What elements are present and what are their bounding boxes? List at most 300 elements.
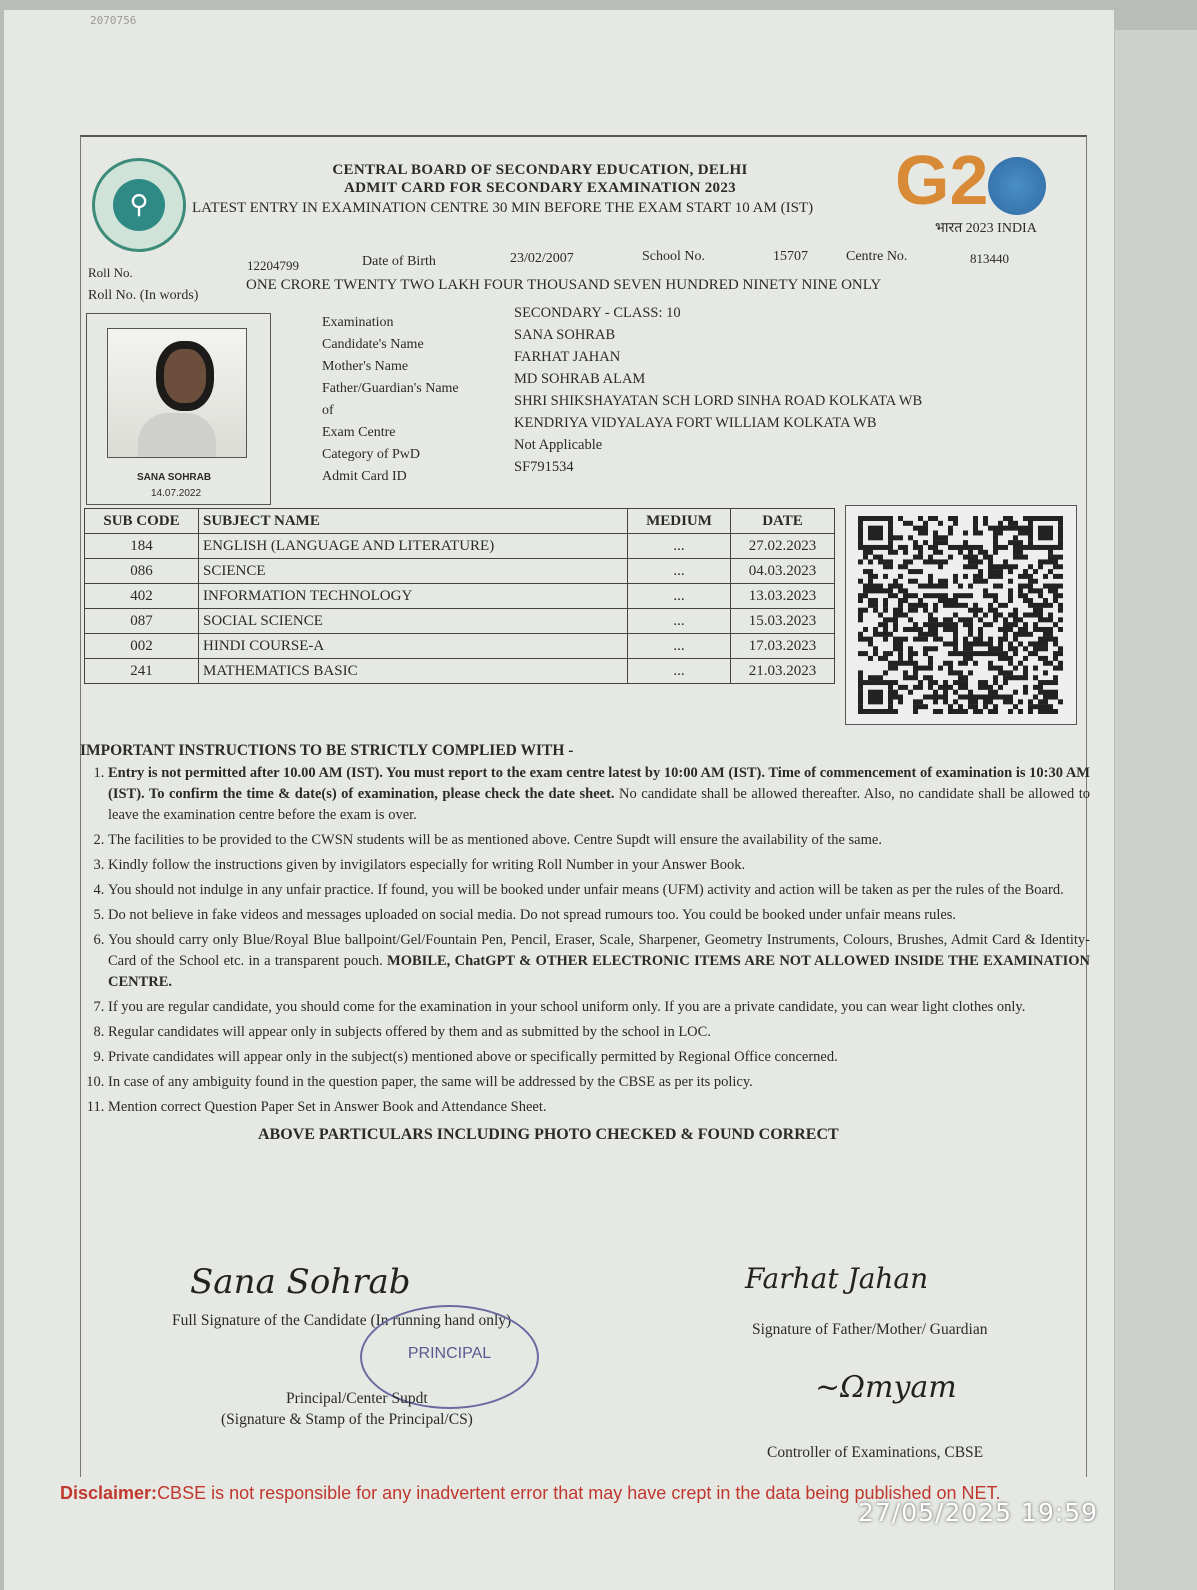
qr-module: [993, 574, 998, 579]
qr-module: [943, 593, 948, 598]
detail-label: Examination: [322, 315, 394, 330]
qr-module: [1033, 516, 1038, 521]
qr-module: [1058, 555, 1063, 560]
qr-module: [943, 699, 948, 704]
qr-module: [893, 695, 898, 700]
qr-module: [933, 627, 938, 632]
qr-module: [993, 646, 998, 651]
qr-module: [938, 637, 943, 642]
qr-module: [898, 598, 903, 603]
table-row: [85, 659, 835, 684]
qr-module: [1048, 690, 1053, 695]
instruction-item: 11. Mention correct Question Paper Set in Answer Book and Attendance Sheet.: [108, 1097, 1090, 1118]
qr-module: [1038, 704, 1043, 709]
instruction-item: 5. Do not believe in fake videos and messages uploaded on social media. Do not spread rumours too. You could be booked under unfair means rules.: [108, 905, 1090, 926]
qr-module: [958, 651, 963, 656]
qr-module: [1018, 593, 1023, 598]
qr-module: [958, 603, 963, 608]
qr-module: [933, 540, 938, 545]
qr-module: [918, 550, 923, 555]
qr-module: [883, 588, 888, 593]
qr-module: [998, 530, 1003, 535]
qr-module: [963, 641, 968, 646]
qr-module: [863, 651, 868, 656]
detail-label: Father/Guardian's Name: [322, 381, 459, 396]
centre-label: Centre No.: [846, 249, 908, 264]
qr-module: [958, 545, 963, 550]
qr-module: [1013, 608, 1018, 613]
qr-module: [1048, 680, 1053, 685]
qr-module: [888, 526, 893, 531]
qr-module: [1008, 526, 1013, 531]
qr-module: [908, 608, 913, 613]
roll-words-label: Roll No. (In words): [88, 288, 199, 303]
qr-module: [1033, 641, 1038, 646]
qr-module: [1048, 709, 1053, 714]
qr-module: [898, 651, 903, 656]
qr-module: [1028, 603, 1033, 608]
table-row: [85, 584, 835, 609]
qr-module: [973, 699, 978, 704]
qr-module: [998, 641, 1003, 646]
qr-module: [968, 641, 973, 646]
qr-module: [978, 579, 983, 584]
g20-logo: G2: [895, 140, 1046, 220]
qr-module: [958, 704, 963, 709]
qr-module: [948, 641, 953, 646]
qr-module: [943, 690, 948, 695]
qr-module: [1003, 656, 1008, 661]
qr-module: [928, 627, 933, 632]
qr-module: [1043, 661, 1048, 666]
qr-module: [938, 666, 943, 671]
qr-module: [1048, 545, 1053, 550]
qr-module: [1053, 656, 1058, 661]
qr-module: [963, 637, 968, 642]
qr-module: [1033, 651, 1038, 656]
qr-module: [878, 516, 883, 521]
qr-module: [953, 574, 958, 579]
qr-module: [968, 695, 973, 700]
qr-module: [1053, 709, 1058, 714]
qr-module: [863, 593, 868, 598]
detail-value: MD SOHRAB ALAM: [514, 371, 646, 387]
qr-module: [858, 613, 863, 618]
qr-module: [908, 661, 913, 666]
qr-module: [858, 530, 863, 535]
qr-module: [918, 637, 923, 642]
col-medium: MEDIUM: [628, 509, 731, 534]
qr-module: [968, 608, 973, 613]
qr-module: [873, 680, 878, 685]
qr-module: [998, 695, 1003, 700]
qr-module: [918, 685, 923, 690]
qr-module: [858, 545, 863, 550]
qr-module: [933, 632, 938, 637]
qr-module: [953, 516, 958, 521]
qr-module: [1043, 545, 1048, 550]
qr-module: [998, 574, 1003, 579]
qr-module: [918, 598, 923, 603]
qr-module: [998, 526, 1003, 531]
qr-module: [1048, 559, 1053, 564]
qr-module: [1053, 690, 1058, 695]
qr-module: [1048, 613, 1053, 618]
qr-module: [1023, 545, 1028, 550]
qr-module: [1058, 584, 1063, 589]
qr-module: [973, 637, 978, 642]
qr-module: [1003, 564, 1008, 569]
qr-module: [923, 651, 928, 656]
qr-module: [933, 622, 938, 627]
qr-module: [1038, 637, 1043, 642]
qr-module: [888, 680, 893, 685]
qr-module: [993, 675, 998, 680]
qr-module: [923, 666, 928, 671]
qr-module: [908, 651, 913, 656]
qr-module: [1013, 632, 1018, 637]
qr-module: [958, 593, 963, 598]
qr-module: [898, 661, 903, 666]
qr-module: [1058, 627, 1063, 632]
qr-module: [973, 608, 978, 613]
qr-module: [858, 637, 863, 642]
qr-module: [1058, 699, 1063, 704]
qr-module: [968, 622, 973, 627]
qr-module: [858, 535, 863, 540]
qr-module: [858, 516, 863, 521]
qr-module: [893, 593, 898, 598]
qr-module: [993, 651, 998, 656]
qr-module: [1048, 550, 1053, 555]
qr-module: [863, 550, 868, 555]
qr-module: [868, 699, 873, 704]
qr-module: [998, 603, 1003, 608]
qr-module: [883, 709, 888, 714]
qr-module: [918, 530, 923, 535]
qr-module: [898, 685, 903, 690]
stamp-text: PRINCIPAL: [407, 1345, 492, 1362]
qr-module: [893, 690, 898, 695]
qr-module: [958, 680, 963, 685]
table-row: [85, 534, 835, 559]
table-row: [85, 634, 835, 659]
qr-module: [928, 593, 933, 598]
qr-module: [988, 593, 993, 598]
qr-module: [958, 670, 963, 675]
qr-module: [963, 574, 968, 579]
qr-module: [993, 666, 998, 671]
qr-module: [973, 613, 978, 618]
detail-label: Exam Centre: [322, 425, 396, 440]
qr-module: [898, 545, 903, 550]
qr-module: [1023, 685, 1028, 690]
detail-value: SF791534: [514, 459, 574, 475]
qr-module: [993, 545, 998, 550]
qr-module: [858, 680, 863, 685]
qr-module: [868, 584, 873, 589]
qr-module: [978, 627, 983, 632]
qr-module: [858, 540, 863, 545]
qr-module: [993, 598, 998, 603]
qr-module: [968, 670, 973, 675]
qr-module: [913, 540, 918, 545]
qr-module: [968, 584, 973, 589]
qr-module: [908, 521, 913, 526]
qr-module: [1048, 530, 1053, 535]
qr-module: [858, 690, 863, 695]
qr-module: [1013, 564, 1018, 569]
qr-module: [878, 559, 883, 564]
qr-module: [908, 675, 913, 680]
qr-module: [988, 637, 993, 642]
qr-module: [973, 555, 978, 560]
subject-name: HINDI COURSE-A: [199, 634, 628, 659]
qr-module: [1003, 670, 1008, 675]
instruction-item: [108, 930, 1090, 993]
qr-module: [983, 695, 988, 700]
qr-module: [978, 709, 983, 714]
qr-module: [998, 670, 1003, 675]
qr-module: [868, 530, 873, 535]
qr-module: [973, 661, 978, 666]
qr-module: [1053, 555, 1058, 560]
qr-module: [1028, 588, 1033, 593]
qr-module: [883, 559, 888, 564]
qr-module: [1038, 685, 1043, 690]
detail-label: Mother's Name: [322, 359, 409, 374]
qr-module: [873, 526, 878, 531]
qr-module: [898, 646, 903, 651]
qr-module: [958, 661, 963, 666]
qr-module: [973, 709, 978, 714]
qr-module: [883, 574, 888, 579]
qr-module: [863, 584, 868, 589]
qr-module: [898, 695, 903, 700]
qr-module: [943, 622, 948, 627]
qr-module: [933, 646, 938, 651]
qr-module: [888, 530, 893, 535]
exam-date: 17.03.2023: [731, 634, 835, 659]
qr-module: [898, 699, 903, 704]
qr-module: [1038, 545, 1043, 550]
qr-module: [953, 593, 958, 598]
qr-module: [958, 675, 963, 680]
qr-module: [983, 588, 988, 593]
disclaimer-text: CBSE is not responsible for any inadvertent error that may have crept in the data being published on NET.: [157, 1483, 1001, 1503]
qr-module: [1018, 675, 1023, 680]
qr-module: [988, 603, 993, 608]
qr-module: [958, 584, 963, 589]
controller-signature: ~Ωmyam: [815, 1370, 957, 1405]
qr-module: [1058, 526, 1063, 531]
qr-module: [1018, 588, 1023, 593]
qr-module: [888, 651, 893, 656]
qr-module: [863, 608, 868, 613]
exam-date: 27.02.2023: [731, 534, 835, 559]
qr-module: [913, 699, 918, 704]
roll-label: Roll No.: [88, 265, 133, 280]
qr-module: [913, 603, 918, 608]
qr-module: [938, 709, 943, 714]
qr-module: [938, 564, 943, 569]
sub-code: 402: [85, 584, 199, 609]
qr-module: [953, 632, 958, 637]
instruction-item: 3. Kindly follow the instructions given by invigilators especially for writing Roll Number in your Answer Book.: [108, 855, 1090, 876]
qr-module: [878, 555, 883, 560]
qr-module: [918, 627, 923, 632]
qr-module: [983, 550, 988, 555]
qr-module: [1023, 574, 1028, 579]
qr-module: [1053, 598, 1058, 603]
qr-module: [883, 622, 888, 627]
qr-module: [1048, 526, 1053, 531]
qr-module: [1038, 593, 1043, 598]
qr-module: [1043, 637, 1048, 642]
candidate-photo: [107, 328, 247, 458]
qr-module: [858, 704, 863, 709]
qr-module: [963, 651, 968, 656]
qr-module: [858, 632, 863, 637]
detail-value: SHRI SHIKSHAYATAN SCH LORD SINHA ROAD KOLKATA WB: [514, 393, 923, 409]
qr-module: [1018, 555, 1023, 560]
qr-module: [993, 540, 998, 545]
qr-module: [1013, 521, 1018, 526]
qr-module: [973, 564, 978, 569]
qr-module: [1058, 661, 1063, 666]
qr-module: [953, 627, 958, 632]
qr-module: [898, 516, 903, 521]
qr-module: [923, 584, 928, 589]
qr-module: [1043, 584, 1048, 589]
qr-module: [888, 699, 893, 704]
qr-module: [968, 550, 973, 555]
cbse-logo: ⚲: [92, 158, 186, 252]
qr-module: [1048, 569, 1053, 574]
qr-module: [948, 545, 953, 550]
qr-module: [888, 584, 893, 589]
col-subject-name: SUBJECT NAME: [199, 509, 628, 534]
qr-module: [933, 608, 938, 613]
qr-module: [1058, 666, 1063, 671]
school-value: 15707: [773, 249, 808, 264]
entry-note: LATEST ENTRY IN EXAMINATION CENTRE 30 MIN BEFORE THE EXAM START 10 AM (IST): [192, 200, 814, 216]
qr-module: [1043, 559, 1048, 564]
qr-module: [888, 550, 893, 555]
qr-module: [968, 545, 973, 550]
qr-module: [1033, 613, 1038, 618]
qr-module: [893, 617, 898, 622]
qr-module: [863, 569, 868, 574]
qr-module: [993, 613, 998, 618]
qr-module: [963, 709, 968, 714]
qr-module: [928, 695, 933, 700]
qr-module: [988, 608, 993, 613]
qr-module: [908, 627, 913, 632]
qr-module: [1028, 540, 1033, 545]
qr-module: [903, 521, 908, 526]
qr-module: [1048, 516, 1053, 521]
guardian-signature-label: Signature of Father/Mother/ Guardian: [752, 1321, 988, 1338]
qr-module: [928, 555, 933, 560]
qr-module: [948, 709, 953, 714]
qr-module: [973, 521, 978, 526]
qr-module: [968, 559, 973, 564]
qr-module: [1033, 608, 1038, 613]
qr-module: [923, 559, 928, 564]
qr-module: [1053, 545, 1058, 550]
medium: ...: [628, 584, 731, 609]
qr-module: [983, 699, 988, 704]
qr-module: [928, 574, 933, 579]
qr-module: [893, 661, 898, 666]
qr-module: [863, 627, 868, 632]
qr-module: [1038, 588, 1043, 593]
qr-module: [1013, 690, 1018, 695]
qr-module: [918, 526, 923, 531]
qr-module: [928, 646, 933, 651]
qr-module: [918, 569, 923, 574]
qr-module: [1048, 704, 1053, 709]
qr-module: [998, 656, 1003, 661]
qr-module: [893, 666, 898, 671]
qr-code: [845, 505, 1077, 725]
qr-module: [1003, 695, 1008, 700]
qr-module: [938, 593, 943, 598]
qr-module: [1043, 627, 1048, 632]
qr-module: [1048, 617, 1053, 622]
qr-module: [938, 584, 943, 589]
qr-module: [873, 690, 878, 695]
qr-module: [988, 622, 993, 627]
sub-code: 086: [85, 559, 199, 584]
qr-module: [998, 666, 1003, 671]
qr-module: [1043, 574, 1048, 579]
qr-module: [868, 690, 873, 695]
qr-module: [858, 579, 863, 584]
qr-module: [988, 685, 993, 690]
qr-module: [878, 545, 883, 550]
qr-module: [1053, 593, 1058, 598]
detail-label: of: [322, 403, 334, 418]
qr-module: [908, 646, 913, 651]
qr-module: [993, 680, 998, 685]
qr-module: [888, 690, 893, 695]
qr-module: [868, 579, 873, 584]
qr-module: [953, 641, 958, 646]
qr-module: [978, 530, 983, 535]
qr-module: [953, 709, 958, 714]
qr-module: [893, 646, 898, 651]
qr-module: [988, 569, 993, 574]
qr-module: [993, 584, 998, 589]
centre-value: 813440: [970, 251, 1009, 266]
qr-module: [913, 666, 918, 671]
qr-module: [1003, 622, 1008, 627]
qr-module: [1013, 622, 1018, 627]
disclaimer-label: Disclaimer:: [60, 1483, 158, 1503]
qr-module: [873, 598, 878, 603]
qr-module: [1003, 627, 1008, 632]
medium: ...: [628, 634, 731, 659]
qr-module: [1013, 617, 1018, 622]
qr-module: [963, 555, 968, 560]
qr-module: [983, 641, 988, 646]
qr-module: [918, 584, 923, 589]
medium: ...: [628, 609, 731, 634]
qr-module: [878, 622, 883, 627]
qr-module: [863, 680, 868, 685]
